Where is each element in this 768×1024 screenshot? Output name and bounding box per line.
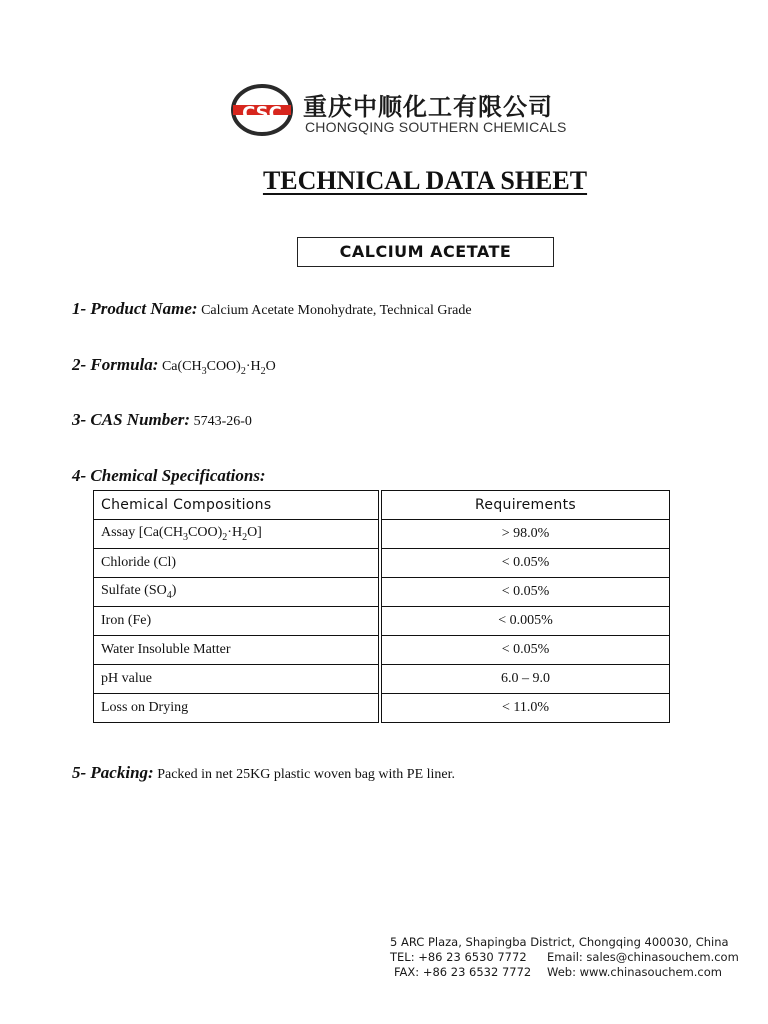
specs-field [72, 466, 266, 486]
product-name-field [72, 299, 472, 319]
packing-value: Packed in net 25KG plastic woven bag with PE liner. [157, 767, 456, 782]
footer-web: Web: www.chinasouchem.com [547, 965, 722, 979]
csc-logo-icon [231, 83, 293, 137]
formula-field [72, 355, 276, 377]
table-header-row [94, 491, 670, 520]
column-header-composition: Chemical Compositions [94, 491, 381, 520]
table-row [94, 665, 670, 694]
cas-label: 3- CAS Number: [72, 410, 191, 429]
formula-value: $Ca(CH_3COO)_2\cdot H_2O$ [161, 359, 276, 377]
footer-email: Email: sales@chinasouchem.com [547, 950, 739, 964]
footer-tel-row [390, 950, 739, 965]
composition-cell: pH value [94, 665, 381, 694]
cas-value: 5743-26-0 [193, 414, 252, 429]
requirement-cell: < 0.05% [380, 578, 670, 607]
table-row [94, 578, 670, 607]
requirement-cell: < 0.05% [380, 549, 670, 578]
specs-label: 4- Chemical Specifications: [72, 466, 266, 485]
composition-cell: Loss on Drying [94, 694, 381, 723]
product-title-box: CALCIUM ACETATE [297, 237, 554, 267]
footer-tel: TEL: +86 23 6530 7772 [390, 950, 527, 964]
footer-contact [390, 935, 739, 980]
company-logo [231, 83, 576, 137]
footer-fax: FAX: +86 23 6532 7772 [394, 965, 532, 979]
composition-cell: Water Insoluble Matter [94, 636, 381, 665]
footer-address: 5 ARC Plaza, Shapingba District, Chongqing 400030, China [390, 935, 729, 949]
formula-label: 2- Formula: [72, 355, 159, 374]
product-name-label: 1- Product Name: [72, 299, 198, 318]
composition-cell: Iron (Fe) [94, 607, 381, 636]
composition-cell: Assay $[Ca(CH_3COO)_2\cdot H_2O]$ [94, 520, 381, 549]
page-title: TECHNICAL DATA SHEET [262, 166, 588, 195]
composition-cell: Chloride (Cl) [94, 549, 381, 578]
packing-field [72, 763, 455, 783]
table-row [94, 520, 670, 549]
company-name-cn: 重庆中顺化工有限公司 [303, 93, 553, 121]
requirement-cell: 6.0 – 9.0 [380, 665, 670, 694]
requirement-cell: < 0.05% [380, 636, 670, 665]
requirement-cell: > 98.0% [380, 520, 670, 549]
packing-label: 5- Packing: [72, 763, 154, 782]
footer-fax-row [390, 965, 739, 980]
table-row [94, 636, 670, 665]
cas-field [72, 410, 252, 430]
logo-mark-text: CSC [242, 103, 282, 124]
column-header-requirement: Requirements [380, 491, 670, 520]
requirement-cell: < 11.0% [380, 694, 670, 723]
specifications-table [93, 490, 670, 723]
product-name-value: Calcium Acetate Monohydrate, Technical Grade [201, 303, 472, 318]
composition-cell: Sulfate $(SO_4)$ [94, 578, 381, 607]
requirement-cell: < 0.005% [380, 607, 670, 636]
table-row [94, 694, 670, 723]
company-name-en: CHONGQING SOUTHERN CHEMICALS [305, 119, 567, 135]
table-row [94, 607, 670, 636]
table-row [94, 549, 670, 578]
